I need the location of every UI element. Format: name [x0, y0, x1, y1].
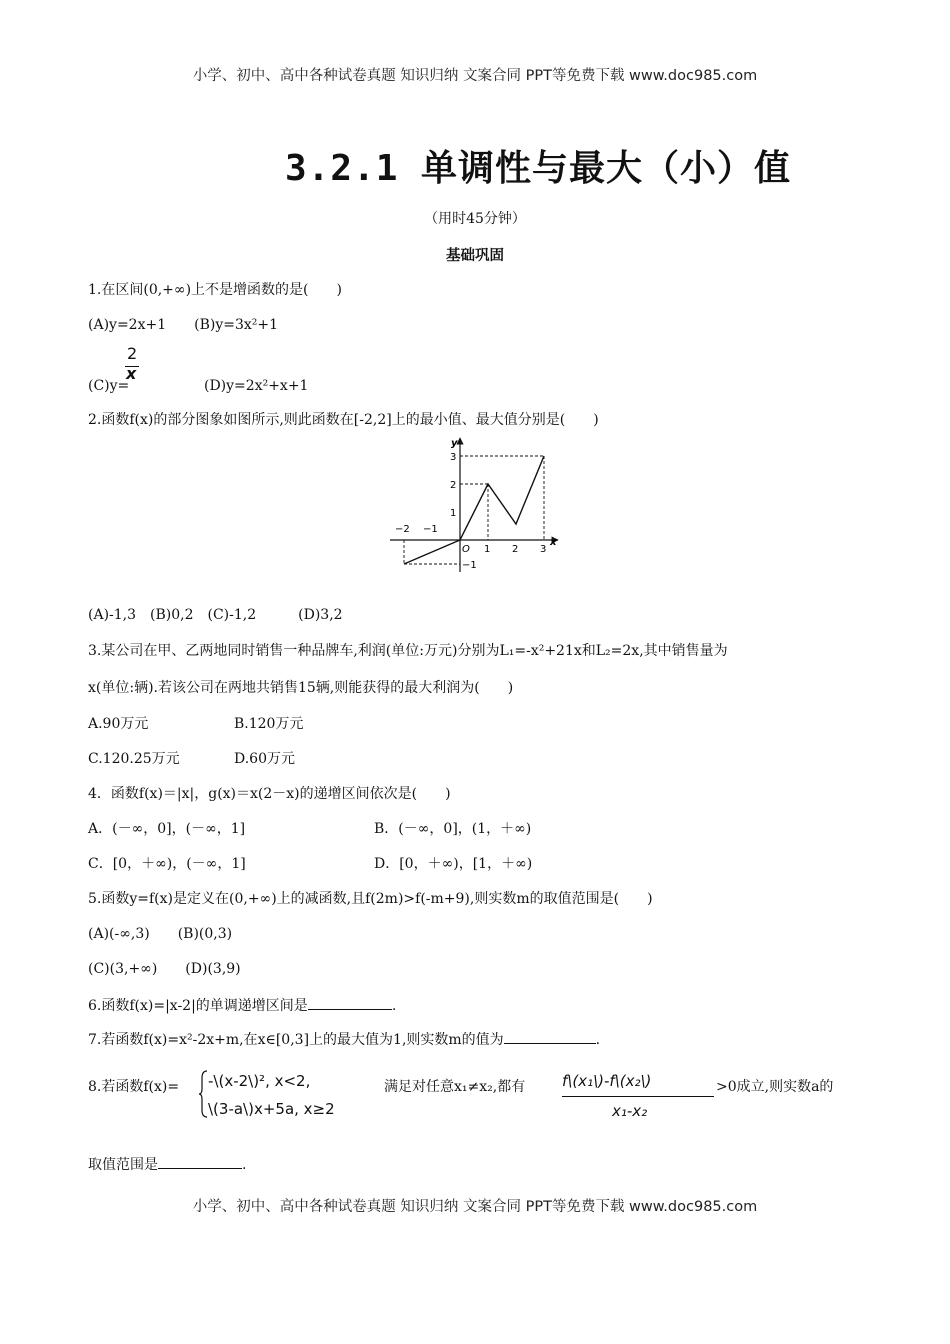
q2-graph [380, 432, 570, 578]
q4-option-b: B．(－∞，0]，(1，＋∞) [374, 821, 532, 837]
q1-c-numerator: 2 [127, 344, 138, 363]
x-tick-label: 2 [512, 544, 519, 555]
q4-option-c: C．[0，＋∞)，(－∞，1] [88, 856, 246, 872]
q7-end: . [595, 1032, 601, 1048]
answer-blank[interactable] [308, 995, 392, 1010]
function-curve [404, 456, 547, 564]
section-heading: 基础巩固 [446, 248, 504, 264]
q3-line1: 3.某公司在甲、乙两地同时销售一种品牌车,利润(单位:万元)分别为L₁=-x²+21x和L₂=2x,其中销售量为 [88, 643, 728, 659]
q1-c-denominator: x [126, 364, 137, 383]
x-tick-label: 1 [484, 544, 491, 555]
q3-option-c: C.120.25万元 [88, 751, 180, 767]
q6-end: . [391, 998, 397, 1014]
time-note: （用时45分钟） [424, 211, 526, 227]
q1-options-ab: (A)y=2x+1 (B)y=3x²+1 [88, 317, 279, 333]
page-footer: 小学、初中、高中各种试卷真题 知识归纳 文案合同 PPT等免费下载 www.doc985.com [192, 1199, 758, 1215]
q8-frac-denominator: x₁-x₂ [612, 1102, 648, 1120]
q8-suffix: >0成立,则实数a的 [716, 1079, 834, 1095]
q2-options: (A)-1,3 (B)0,2 (C)-1,2 (D)3,2 [88, 607, 343, 623]
q1-stem: 1.在区间(0,+∞)上不是增函数的是( ) [88, 282, 342, 298]
q8-brace [198, 1070, 208, 1118]
page-header: 小学、初中、高中各种试卷真题 知识归纳 文案合同 PPT等免费下载 www.doc985.com [192, 68, 758, 84]
q7-stem: 7.若函数f(x)=x²-2x+m,在x∈[0,3]上的最大值为1,则实数m的值为 [88, 1032, 504, 1048]
q1-option-c-prefix: (C)y= [88, 378, 130, 394]
q4-option-d: D．[0，＋∞)，[1，＋∞) [374, 856, 533, 872]
q8-piece1: -\(x-2\)², x<2, [208, 1072, 311, 1090]
x-axis-label: x [550, 537, 557, 548]
y-tick-label: 2 [450, 480, 457, 491]
q8-piece2: \(3-a\)x+5a, x≥2 [208, 1100, 335, 1118]
x-tick-label: 3 [540, 544, 547, 555]
q5-options-cd: (C)(3,+∞) (D)(3,9) [88, 961, 241, 977]
q3-option-d: D.60万元 [234, 751, 295, 767]
answer-blank[interactable] [158, 1154, 242, 1169]
q3-line2: x(单位:辆).若该公司在两地共销售15辆,则能获得的最大利润为( ) [88, 680, 514, 696]
q5-stem: 5.函数y=f(x)是定义在(0,+∞)上的减函数,且f(2m)>f(-m+9),则实数m的取值范围是( ) [88, 891, 653, 907]
q4-stem: 4．函数f(x)＝|x|，g(x)＝x(2－x)的递增区间依次是( ) [88, 786, 451, 802]
x-tick-label: −2 [395, 524, 410, 535]
q6 [88, 995, 396, 1015]
q1-option-c [88, 377, 129, 395]
q2-stem: 2.函数f(x)的部分图象如图所示,则此函数在[-2,2]上的最小值、最大值分别是( ) [88, 412, 599, 428]
page-title: 3.2.1 单调性与最大（小）值 [285, 148, 792, 189]
q8-line2-text: 取值范围是 [88, 1157, 158, 1173]
q8-end: . [242, 1157, 247, 1173]
y-tick-label: −1 [462, 560, 477, 571]
q4-option-a: A．(－∞，0]，(－∞，1] [88, 821, 246, 837]
x-tick-label: −1 [423, 524, 438, 535]
y-tick-label: 3 [450, 452, 457, 463]
y-axis-label: y [451, 438, 458, 449]
q8-mid: 满足对任意x₁≠x₂,都有 [384, 1079, 526, 1095]
y-tick-label: 1 [450, 508, 457, 519]
q8-line2 [88, 1154, 246, 1174]
q7 [88, 1029, 600, 1049]
q3-option-b: B.120万元 [234, 716, 304, 732]
guide-lines [404, 456, 547, 564]
q3-option-a: A.90万元 [88, 716, 149, 732]
answer-blank[interactable] [504, 1029, 596, 1044]
origin-label: O [462, 544, 470, 555]
q6-stem: 6.函数f(x)=|x-2|的单调递增区间是 [88, 998, 308, 1014]
q5-options-ab: (A)(-∞,3) (B)(0,3) [88, 926, 233, 942]
q8-frac-numerator: f\(x₁\)-f\(x₂\) [562, 1072, 652, 1090]
q1-option-d: (D)y=2x²+x+1 [204, 378, 309, 394]
q8-prefix: 8.若函数f(x)= [88, 1079, 180, 1095]
q8-fraction-bar [562, 1096, 714, 1097]
